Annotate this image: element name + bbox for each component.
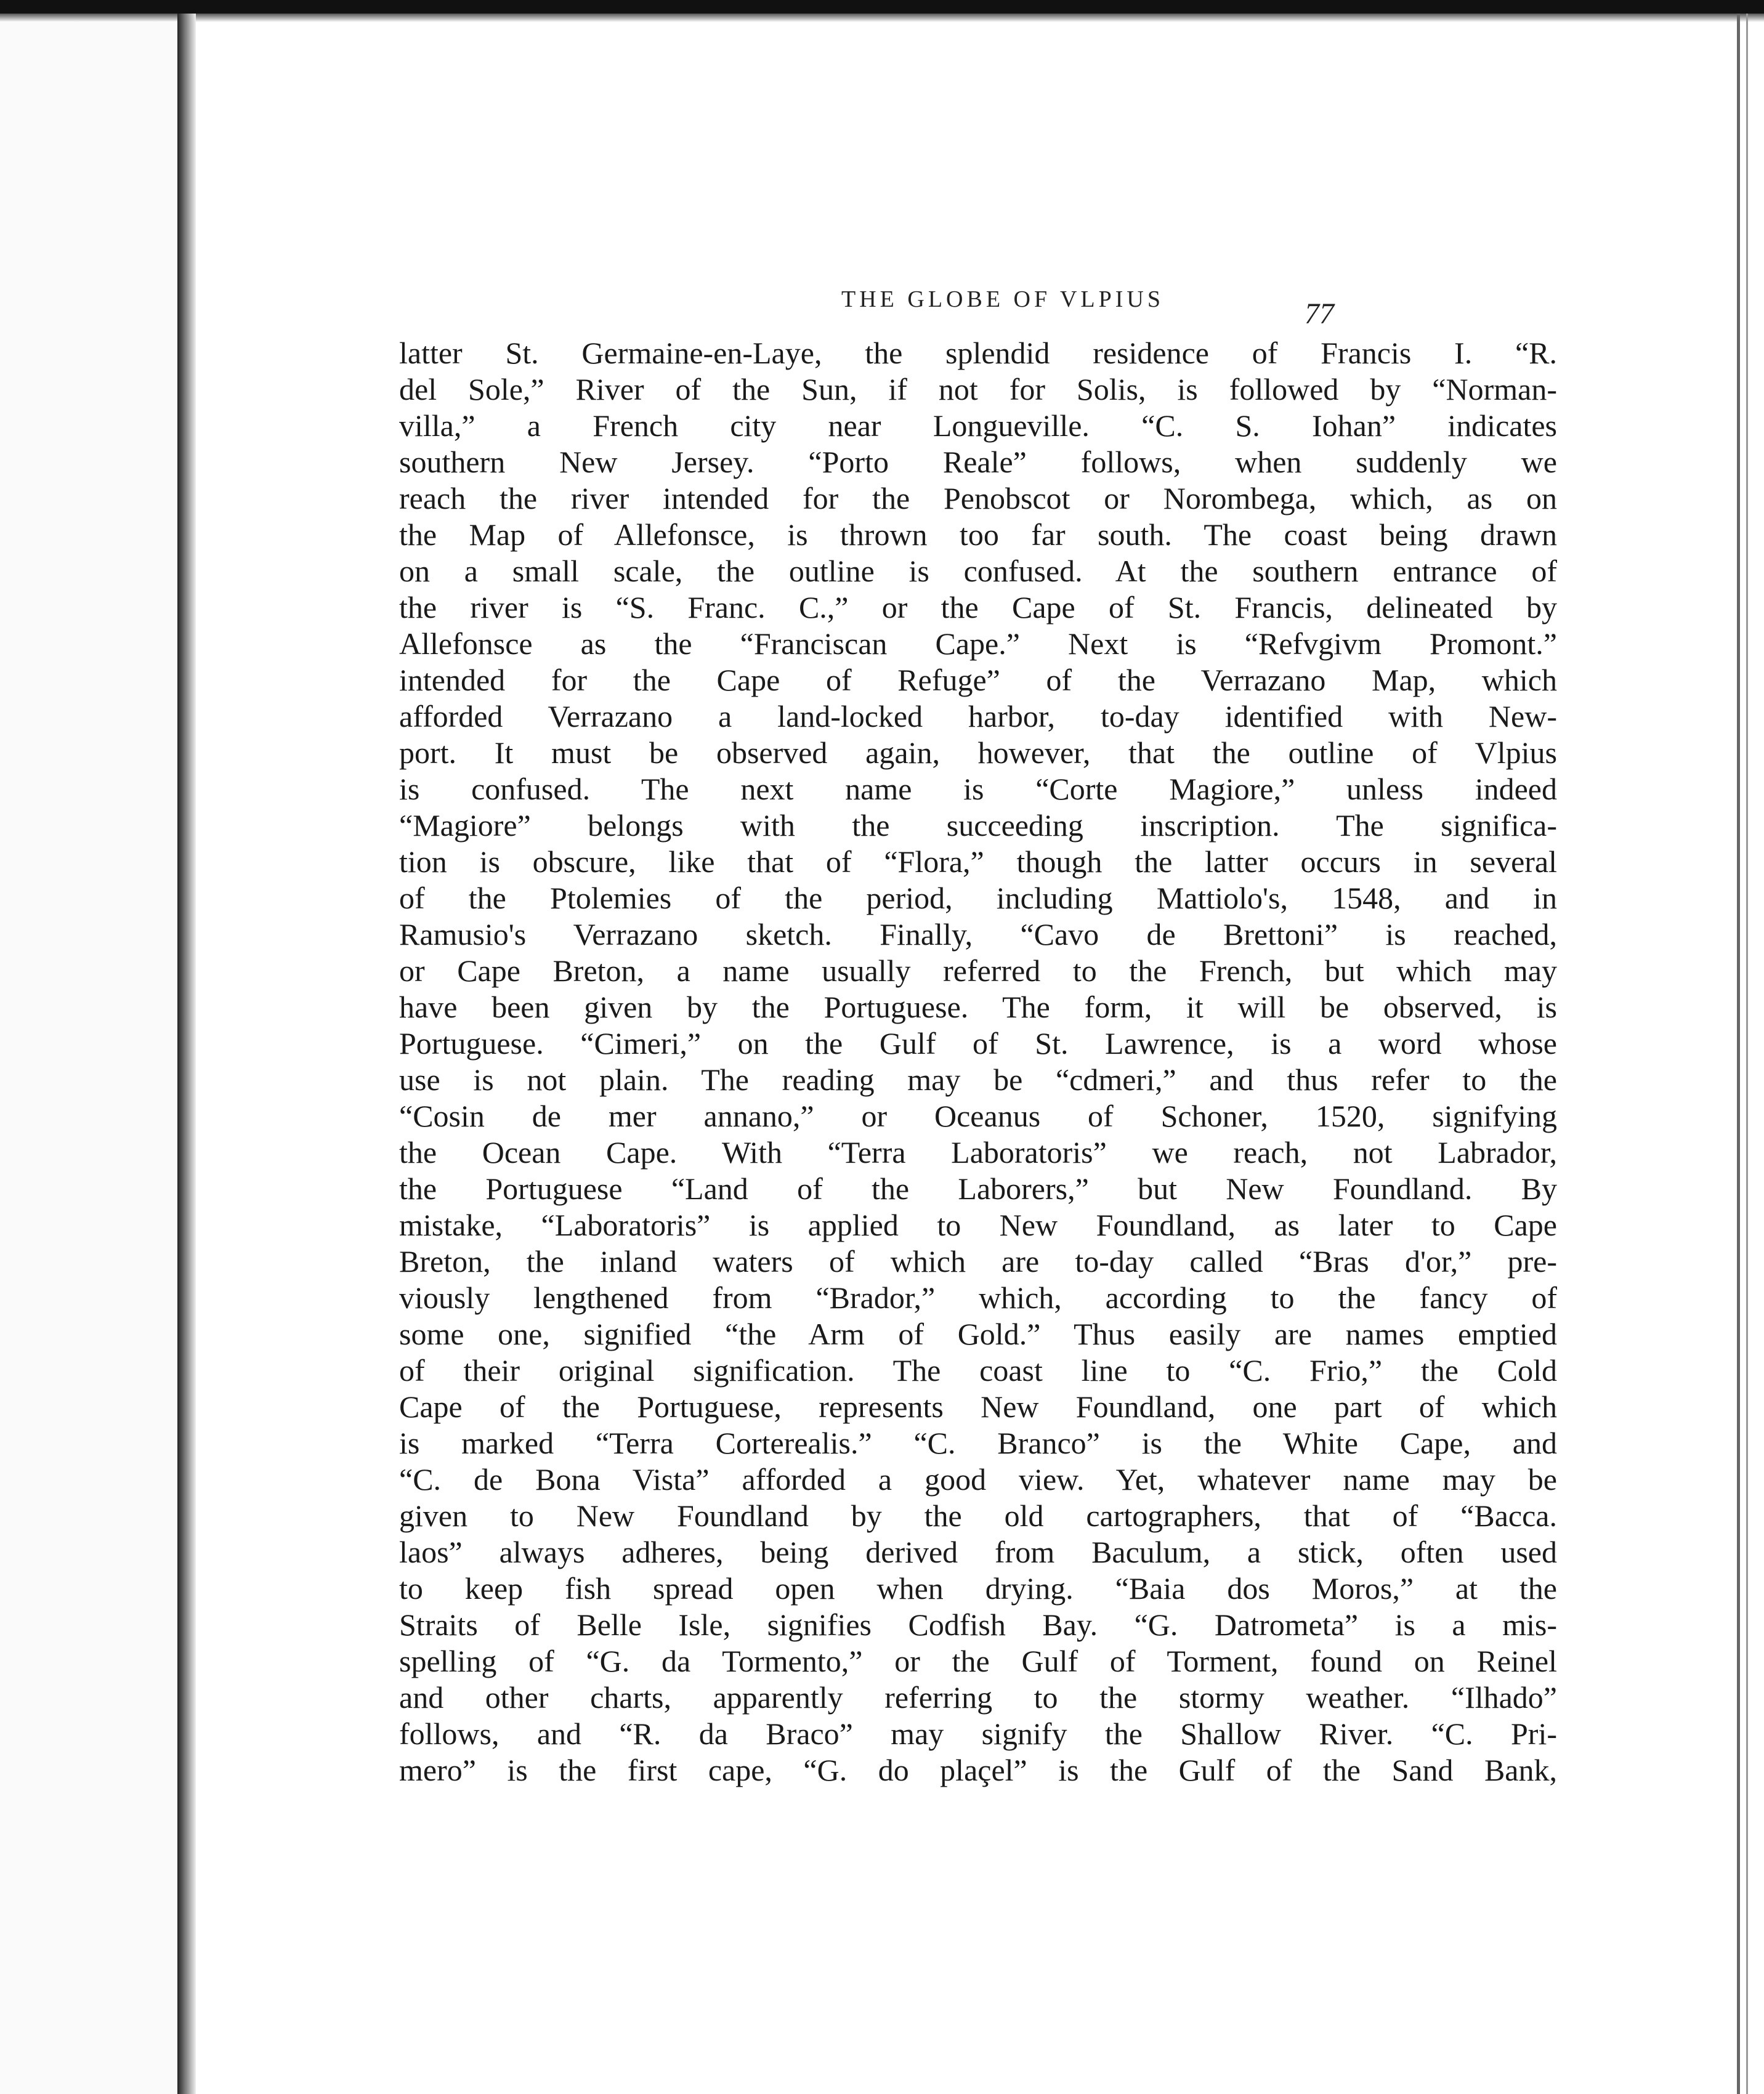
body-text [399, 335, 1557, 1789]
text-line: intended for the Cape of Refuge” of the Verrazano Map, which [399, 663, 1557, 697]
text-line: is marked “Terra Corterealis.” “C. Branco” is the White Cape, and [399, 1426, 1557, 1460]
text-line: mero” is the first cape, “G. do plaçel” is the Gulf of the Sand Bank, [399, 1753, 1557, 1787]
text-line: “Magiore” belongs with the succeeding inscription. The significa- [399, 808, 1557, 843]
text-line: follows, and “R. da Braco” may signify the Shallow River. “C. Pri- [399, 1716, 1557, 1751]
text-line: latter St. Germaine-en-Laye, the splendid residence of Francis I. “R. [399, 336, 1557, 370]
text-line: mistake, “Laboratoris” is applied to New Foundland, as later to Cape [399, 1208, 1557, 1242]
text-line: port. It must be observed again, however, that the outline of Vlpius [399, 735, 1557, 770]
text-line: or Cape Breton, a name usually referred to the French, but which may [399, 953, 1557, 988]
text-line: Allefonsce as the “Franciscan Cape.” Next is “Refvgivm Promont.” [399, 626, 1557, 661]
text-line: villa,” a French city near Longueville. “C. S. Iohan” indicates [399, 408, 1557, 443]
text-line: is confused. The next name is “Corte Magiore,” unless indeed [399, 772, 1557, 806]
text-line: “Cosin de mer annano,” or Oceanus of Schoner, 1520, signifying [399, 1099, 1557, 1133]
page-edge-right-outer [1746, 14, 1748, 2094]
text-line: have been given by the Portuguese. The form, it will be observed, is [399, 990, 1557, 1024]
text-line: of the Ptolemies of the period, including Mattiolo's, 1548, and in [399, 881, 1557, 915]
page-edge-right [1737, 14, 1740, 2094]
text-line: given to New Foundland by the old cartographers, that of “Bacca. [399, 1498, 1557, 1533]
scan-margin [0, 14, 177, 2094]
text-line: “C. de Bona Vista” afforded a good view. Yet, whatever name may be [399, 1462, 1557, 1497]
book-page [196, 22, 1736, 2092]
text-line: the Map of Allefonsce, is thrown too far south. The coast being drawn [399, 517, 1557, 552]
text-line: on a small scale, the outline is confused. At the southern entrance of [399, 554, 1557, 588]
text-line: the Portuguese “Land of the Laborers,” but New Foundland. By [399, 1171, 1557, 1206]
scan-top-shadow [0, 14, 1764, 22]
text-line: to keep fish spread open when drying. “Baia dos Moros,” at the [399, 1571, 1557, 1606]
text-line: afforded Verrazano a land-locked harbor, to-day identified with New- [399, 699, 1557, 734]
page-number: 77 [1305, 297, 1334, 330]
scan-top-border [0, 0, 1764, 14]
text-line: Portuguese. “Cimeri,” on the Gulf of St. Lawrence, is a word whose [399, 1026, 1557, 1061]
text-line: del Sole,” River of the Sun, if not for Solis, is followed by “Norman- [399, 372, 1557, 406]
text-line: Cape of the Portuguese, represents New Foundland, one part of which [399, 1389, 1557, 1424]
text-line: the river is “S. Franc. C.,” or the Cape of St. Francis, delineated by [399, 590, 1557, 625]
text-line: Breton, the inland waters of which are to-day called “Bras d'or,” pre- [399, 1244, 1557, 1279]
text-line: the Ocean Cape. With “Terra Laboratoris” we reach, not Labrador, [399, 1135, 1557, 1170]
text-line: reach the river intended for the Penobscot or Norombega, which, as on [399, 481, 1557, 515]
text-line: viously lengthened from “Brador,” which, according to the fancy of [399, 1280, 1557, 1315]
text-line: Ramusio's Verrazano sketch. Finally, “Cavo de Brettoni” is reached, [399, 917, 1557, 952]
text-line: tion is obscure, like that of “Flora,” though the latter occurs in several [399, 844, 1557, 879]
text-line: some one, signified “the Arm of Gold.” Thus easily are names emptied [399, 1317, 1557, 1351]
text-line: Straits of Belle Isle, signifies Codfish Bay. “G. Datrometa” is a mis- [399, 1607, 1557, 1642]
text-line: spelling of “G. da Tormento,” or the Gulf of Torment, found on Reinel [399, 1644, 1557, 1678]
book-spine-edge [177, 14, 196, 2094]
running-head: THE GLOBE OF VLPIUS [841, 286, 1164, 312]
text-line: and other charts, apparently referring to the stormy weather. “Ilhado” [399, 1680, 1557, 1715]
text-line: of their original signification. The coast line to “C. Frio,” the Cold [399, 1353, 1557, 1388]
text-line: laos” always adheres, being derived from Baculum, a stick, often used [399, 1535, 1557, 1569]
text-line: use is not plain. The reading may be “cdmeri,” and thus refer to the [399, 1062, 1557, 1097]
text-line: southern New Jersey. “Porto Reale” follows, when suddenly we [399, 445, 1557, 479]
